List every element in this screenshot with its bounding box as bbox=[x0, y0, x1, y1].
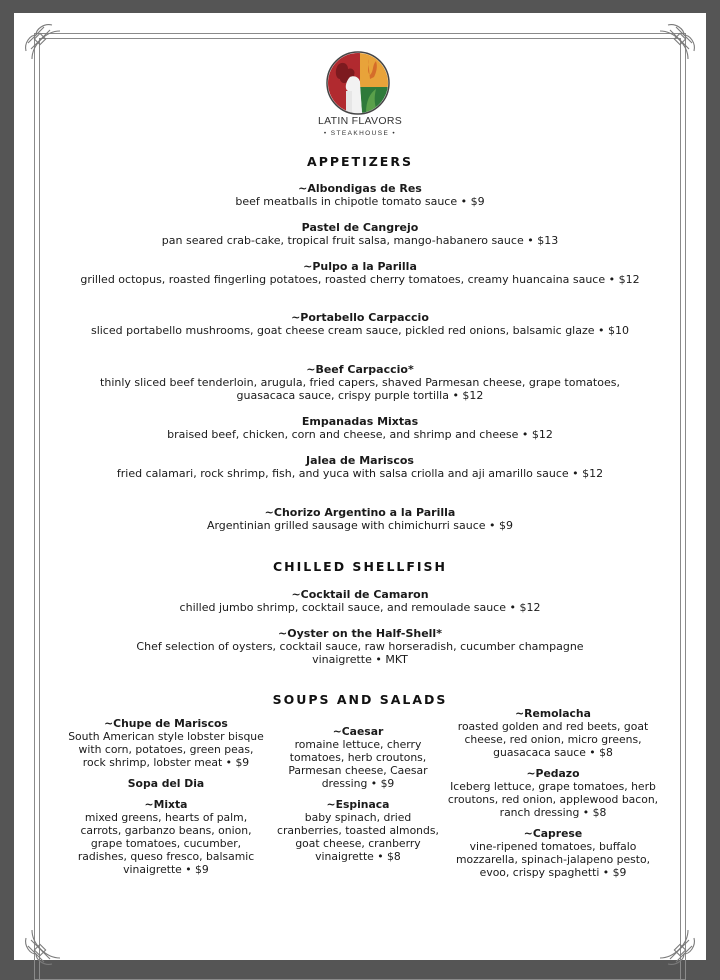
item-description: mixed greens, hearts of palm, carrots, garbanzo beans, onion, grape tomatoes, cucumber, radishes, queso fresco, balsamic vinaigrette • $9 bbox=[77, 811, 255, 876]
menu-item bbox=[442, 767, 664, 819]
item-description: roasted golden and red beets, goat cheese, red onion, micro greens, guasacaca sauce • $8 bbox=[457, 720, 649, 759]
item-name: ~Remolacha bbox=[515, 707, 591, 720]
corner-ornament-icon bbox=[22, 924, 66, 968]
menu-item bbox=[74, 363, 646, 402]
item-description: romaine lettuce, cherry tomatoes, herb croutons, Parmesan cheese, Caesar dressing • $9 bbox=[288, 738, 428, 790]
menu-item bbox=[74, 506, 646, 532]
section-title-appetizers: APPETIZERS bbox=[307, 154, 413, 169]
item-name: ~Caprese bbox=[523, 827, 583, 840]
item-name: ~Beef Carpaccio* bbox=[306, 363, 414, 376]
item-description: grilled octopus, roasted fingerling potatoes, roasted cherry tomatoes, creamy huancaina sauce • $12 bbox=[80, 273, 640, 286]
item-name: ~Pedazo bbox=[526, 767, 580, 780]
menu-item bbox=[74, 415, 646, 441]
soups-column-middle bbox=[272, 725, 444, 871]
menu-item bbox=[442, 827, 664, 879]
corner-ornament-icon bbox=[654, 924, 698, 968]
item-description: sliced portabello mushrooms, goat cheese cream sauce, pickled red onions, balsamic glaze • $10 bbox=[90, 324, 630, 337]
soups-column-left bbox=[66, 717, 266, 884]
item-description: Chef selection of oysters, cocktail sauce, raw horseradish, cucumber champagne vinaigrette • MKT bbox=[136, 640, 584, 666]
menu-item bbox=[74, 182, 646, 208]
item-name: ~Portabello Carpaccio bbox=[291, 311, 429, 324]
corner-ornament-icon bbox=[22, 21, 66, 65]
menu-item bbox=[74, 221, 646, 247]
menu-item bbox=[66, 798, 266, 876]
item-description: baby spinach, dried cranberries, toasted almonds, goat cheese, cranberry vinaigrette • $8 bbox=[277, 811, 439, 863]
section-title-soups-salads: SOUPS AND SALADS bbox=[272, 692, 448, 707]
item-description: Iceberg lettuce, grape tomatoes, herb croutons, red onion, applewood bacon, ranch dressing • $8 bbox=[447, 780, 659, 819]
item-name: Jalea de Mariscos bbox=[306, 454, 414, 467]
item-name: ~Oyster on the Half-Shell* bbox=[278, 627, 442, 640]
menu-item bbox=[272, 725, 444, 790]
item-description: braised beef, chicken, corn and cheese, and shrimp and cheese • $12 bbox=[167, 428, 553, 441]
restaurant-logo-icon bbox=[326, 51, 390, 115]
brand-subtitle: • STEAKHOUSE • bbox=[323, 130, 397, 137]
item-description: vine-ripened tomatoes, buffalo mozzarella, spinach-jalapeno pesto, evoo, crispy spaghetti • $9 bbox=[455, 840, 650, 879]
menu-item bbox=[66, 717, 266, 769]
item-description: fried calamari, rock shrimp, fish, and yuca with salsa criolla and aji amarillo sauce • $12 bbox=[116, 467, 604, 480]
section-title-shellfish: CHILLED SHELLFISH bbox=[272, 559, 448, 574]
item-description: beef meatballs in chipotle tomato sauce • $9 bbox=[235, 195, 485, 208]
item-name: Sopa del Dia bbox=[127, 777, 205, 790]
menu-item bbox=[74, 260, 646, 286]
soups-column-right bbox=[442, 707, 664, 887]
item-name: ~Caesar bbox=[332, 725, 384, 738]
item-name: ~Cocktail de Camaron bbox=[291, 588, 429, 601]
item-name: ~Pulpo a la Parilla bbox=[303, 260, 417, 273]
menu-page bbox=[14, 13, 706, 960]
item-name: ~Mixta bbox=[144, 798, 188, 811]
item-name: Empanadas Mixtas bbox=[301, 415, 419, 428]
item-name: Pastel de Cangrejo bbox=[301, 221, 419, 234]
item-description: thinly sliced beef tenderloin, arugula, fried capers, shaved Parmesan cheese, grape tomatoes, guasacaca sauce, crispy purple tortilla • $12 bbox=[100, 376, 620, 402]
menu-item bbox=[74, 588, 646, 614]
item-description: pan seared crab-cake, tropical fruit salsa, mango-habanero sauce • $13 bbox=[161, 234, 559, 247]
item-name: ~Espinaca bbox=[326, 798, 390, 811]
item-description: chilled jumbo shrimp, cocktail sauce, and remoulade sauce • $12 bbox=[179, 601, 541, 614]
menu-item bbox=[66, 777, 266, 790]
corner-ornament-icon bbox=[654, 21, 698, 65]
menu-item bbox=[272, 798, 444, 863]
menu-item bbox=[124, 627, 596, 666]
item-name: ~Albondigas de Res bbox=[298, 182, 422, 195]
item-description: South American style lobster bisque with corn, potatoes, green peas, rock shrimp, lobster meat • $9 bbox=[68, 730, 264, 769]
brand-name: LATIN FLAVORS bbox=[317, 115, 403, 127]
item-name: ~Chorizo Argentino a la Parilla bbox=[264, 506, 456, 519]
menu-item bbox=[74, 311, 646, 337]
menu-item bbox=[442, 707, 664, 759]
item-name: ~Chupe de Mariscos bbox=[104, 717, 228, 730]
item-description: Argentinian grilled sausage with chimichurri sauce • $9 bbox=[206, 519, 514, 532]
menu-item bbox=[74, 454, 646, 480]
